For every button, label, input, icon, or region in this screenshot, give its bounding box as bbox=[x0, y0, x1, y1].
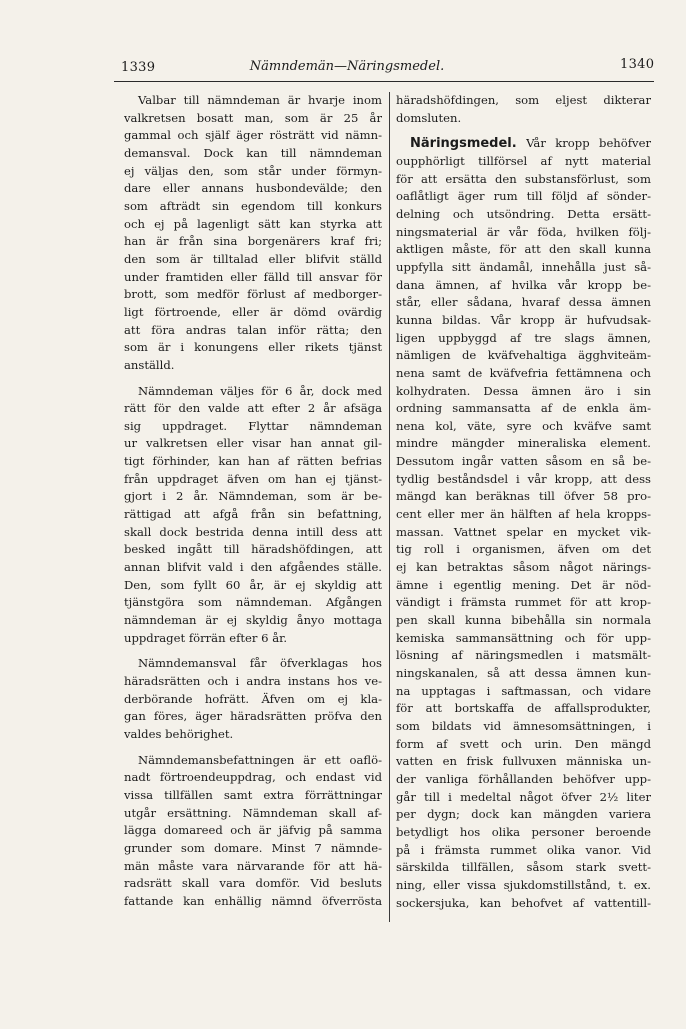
text-line: som bildats vid ämnesomsättningen, i bbox=[396, 718, 651, 733]
text-line: anställd. bbox=[124, 357, 175, 372]
text-line: lösning af näringsmedlen i matsmält- bbox=[396, 648, 651, 663]
text-line: vatten en frisk fullvuxen människa un- bbox=[396, 754, 651, 769]
text-line: kolhydraten. Dessa ämnen äro i sin bbox=[396, 383, 651, 398]
text-line: gammal och själf äger rösträtt vid nämn- bbox=[124, 128, 382, 143]
text-line: tydlig beståndsdel i vår kropp, att dess bbox=[396, 471, 651, 486]
text-line: för att bortskaffa de affallsprodukter, bbox=[396, 701, 651, 716]
page-header bbox=[0, 56, 686, 80]
text-line: Nämndemansbefattningen är ett oaflö- bbox=[138, 752, 382, 767]
text-line: på i främsta rummet olika vanor. Vid bbox=[396, 842, 651, 857]
text-line: kunna bildas. Vår kropp är hufvudsak- bbox=[396, 312, 651, 327]
text-line: går till i medeltal något öfver 2½ liter bbox=[396, 789, 651, 804]
paragraph bbox=[396, 92, 651, 127]
text-line: Nämndemansval får öfverklagas hos bbox=[138, 656, 382, 671]
text-line: den som är tilltalad eller blifvit ställd bbox=[124, 251, 382, 266]
paragraph-gap bbox=[396, 127, 651, 135]
text-line: demansval. Dock kan till nämndeman bbox=[124, 145, 382, 160]
text-line: ur valkretsen eller visar han annat gil- bbox=[124, 436, 382, 451]
text-line: står, eller sådana, hvaraf dessa ämnen bbox=[396, 295, 651, 310]
text-line: ligt förtroende, eller är dömd ovärdig bbox=[124, 304, 382, 319]
text-line: cent eller mer än hälften af hela kropps- bbox=[396, 507, 651, 522]
text-line: sockersjuka, kan behofvet af vattentill- bbox=[396, 895, 651, 910]
text-line: valkretsen bosatt man, som är 25 år bbox=[124, 110, 382, 125]
text-line: från uppdraget äfven om han ej tjänst- bbox=[124, 471, 382, 486]
text-line: vissa tillfällen samt extra förrättningar bbox=[124, 787, 382, 802]
text-line: ordning sammansatta af de enkla äm- bbox=[396, 401, 651, 416]
right-page-number: 1340 bbox=[620, 57, 655, 72]
text-line: skall dock bestrida denna intill dess att bbox=[124, 524, 382, 539]
paragraph bbox=[124, 655, 382, 743]
text-line: Nämndeman väljes för 6 år, dock med bbox=[138, 383, 382, 398]
text-line: nadt förtroendeuppdrag, och endast vid bbox=[124, 770, 382, 785]
text-line: sig uppdraget. Flyttar nämndeman bbox=[124, 418, 382, 433]
text-line: radsrätt skall vara domför. Vid besluts bbox=[124, 876, 382, 891]
column-divider bbox=[389, 92, 390, 922]
text-line: tigt förhinder, kan han af rätten befrias bbox=[124, 454, 382, 469]
text-line: Valbar till nämndeman är hvarje inom bbox=[138, 93, 382, 107]
text-line: att föra andras talan inför rätta; den bbox=[124, 322, 382, 337]
text-line: gjort i 2 år. Nämndeman, som är be- bbox=[124, 489, 382, 504]
text-line: tjänstgöra som nämndeman. Afgången bbox=[124, 595, 382, 610]
text-line: betydligt hos olika personer beroende bbox=[396, 824, 651, 839]
text-line: ligen uppbyggd af tre slags ämnen, bbox=[396, 330, 651, 345]
text-line: häradsrätten och i andra instans hos ve- bbox=[124, 674, 382, 688]
text-line: Den, som fyllt 60 år, är ej skyldig att bbox=[124, 577, 382, 592]
text-line: aktligen måste, för att den skall kunna bbox=[396, 242, 651, 257]
text-line: vändigt i främsta rummet för att krop- bbox=[396, 595, 651, 610]
right-column bbox=[396, 92, 651, 912]
paragraph-gap bbox=[124, 744, 382, 752]
text-line: män måste vara närvarande för att hä- bbox=[124, 858, 382, 873]
text-line: delning och utsöndring. Detta ersätt- bbox=[396, 206, 651, 221]
text-line: domsluten. bbox=[396, 110, 462, 125]
text-line: pen skall kunna bibehålla sin normala bbox=[396, 613, 651, 628]
text-line: annan blifvit vald i den afgåendes ställe. bbox=[124, 560, 382, 575]
text-line: dare eller annans husbondevälde; den bbox=[124, 181, 382, 196]
text-line: lägga domareed och är jäfvig på samma bbox=[124, 823, 382, 838]
headword: Näringsmedel. bbox=[410, 136, 517, 152]
text-line: Dessutom ingår vatten såsom en så be- bbox=[396, 454, 651, 469]
paragraph bbox=[124, 752, 382, 911]
text-line: ning, eller vissa sjukdomstillstånd, t. ex. bbox=[396, 877, 651, 892]
text-line: för att ersätta den substansförlust, som bbox=[396, 171, 651, 186]
text-line: nena kol, väte, syre och kväfve samt bbox=[396, 418, 651, 433]
text-line: fattande kan enhällig nämnd öfverrösta bbox=[124, 893, 382, 908]
paragraph bbox=[124, 92, 382, 375]
text-line: valdes behörighet. bbox=[124, 726, 234, 741]
text-line: per dygn; dock kan mängden variera bbox=[396, 807, 651, 822]
left-column bbox=[124, 92, 382, 911]
text-line: uppfylla sitt ändamål, innehålla just så- bbox=[396, 259, 651, 274]
text-line: nämligen de kväfvehaltiga ägghviteäm- bbox=[396, 348, 651, 363]
text-line: kemiska sammansättning och för upp- bbox=[396, 630, 651, 645]
text-line: som afträdt sin egendom till konkurs bbox=[124, 198, 382, 213]
text-line: han är från sina borgenärers kraf fri; bbox=[124, 234, 382, 249]
text-line: och ej på lagenligt sätt kan styrka att bbox=[124, 216, 382, 231]
text-line: ej kan betraktas såsom något närings- bbox=[396, 560, 651, 575]
text-line: som är i konungens eller rikets tjänst bbox=[124, 340, 382, 355]
text-line: besked ingått till häradshöfdingen, att bbox=[124, 542, 382, 557]
text-line: mindre mängder mineraliska element. bbox=[396, 436, 651, 451]
text-line: häradshöfdingen, som eljest dikterar bbox=[396, 93, 651, 107]
text-line: gan föres, äger häradsrätten pröfva den bbox=[124, 709, 382, 724]
text-line: ämne i egentlig mening. Det är nöd- bbox=[396, 577, 651, 592]
text-line: rätt för den valde att efter 2 år afsäga bbox=[124, 401, 382, 416]
text-line: der vanliga förhållanden behöfver upp- bbox=[396, 771, 651, 786]
text-line: uppdraget förrän efter 6 år. bbox=[124, 630, 288, 645]
paragraph bbox=[396, 135, 651, 912]
text-line: ningsmaterial är vår föda, hvilken följ- bbox=[396, 224, 651, 239]
text-line: derbörande hofrätt. Äfven om ej kla- bbox=[124, 691, 382, 706]
text-line: utgår ersättning. Nämndeman skall af- bbox=[124, 805, 382, 820]
text-line: nena samt de kväfvefria fettämnena och bbox=[396, 365, 651, 380]
text-line: under framtiden eller fälld till ansvar för bbox=[124, 269, 382, 284]
paragraph-gap bbox=[124, 647, 382, 655]
left-page-number: 1339 bbox=[121, 60, 156, 75]
text-line: oupphörligt tillförsel af nytt material bbox=[396, 153, 651, 168]
text-line: mängd kan beräknas till öfver 58 pro- bbox=[396, 489, 651, 504]
text-line: nämndeman är ej skyldig ånyo mottaga bbox=[124, 613, 382, 628]
text-line: rättigad att afgå från sin befattning, bbox=[124, 507, 382, 522]
text-line: form af svett och urin. Den mängd bbox=[396, 736, 651, 751]
running-title: Nämndemän—Näringsmedel. bbox=[249, 59, 445, 74]
paragraph bbox=[124, 383, 382, 648]
text-line: grunder som domare. Minst 7 nämnde- bbox=[124, 840, 382, 855]
headword-line-rest: Vår kropp behöfver bbox=[526, 136, 651, 151]
text-line: tig roll i organismen, äfven om det bbox=[396, 542, 651, 557]
text-line: oaflåtligt äger rum till följd af sönder- bbox=[396, 189, 651, 204]
text-line bbox=[396, 135, 651, 153]
header-rule bbox=[114, 81, 654, 82]
text-line: särskilda tillfällen, såsom stark svett- bbox=[396, 860, 651, 875]
text-line: massan. Vattnet spelar en mycket vik- bbox=[396, 524, 651, 539]
text-line: na upptagas i saftmassan, och vidare bbox=[396, 683, 651, 698]
text-line: dana ämnen, af hvilka vår kropp be- bbox=[396, 277, 651, 292]
text-line: ningskanalen, så att dessa ämnen kun- bbox=[396, 666, 651, 680]
text-line: ej väljas den, som står under förmyn- bbox=[124, 163, 382, 178]
text-line: brott, som medför förlust af medborger- bbox=[124, 287, 382, 302]
paragraph-gap bbox=[124, 375, 382, 383]
